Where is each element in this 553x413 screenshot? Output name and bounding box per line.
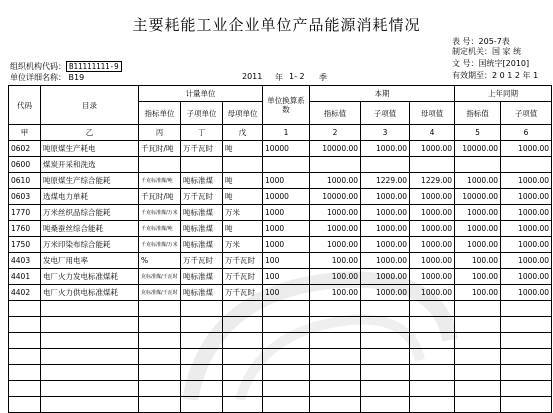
org-code-field[interactable]: B11111111-9 — [66, 61, 122, 72]
row-code-cell[interactable]: 1750 — [9, 237, 41, 253]
empty-table-row — [9, 397, 552, 413]
row-code-cell[interactable]: 4401 — [9, 269, 41, 285]
empty-cell[interactable] — [361, 349, 410, 365]
row-prev-sub-cell[interactable]: 1000.00 — [501, 141, 552, 157]
empty-table-row — [9, 349, 552, 365]
row-parent-unit-cell: 万米 — [223, 205, 263, 221]
empty-cell[interactable] — [263, 381, 310, 397]
empty-cell[interactable] — [41, 365, 139, 381]
empty-cell[interactable] — [501, 397, 552, 413]
index-cell: 甲 — [9, 125, 41, 141]
empty-cell[interactable] — [263, 349, 310, 365]
empty-cell[interactable] — [310, 301, 361, 317]
row-sub-value-cell[interactable]: 1000.00 — [361, 221, 410, 237]
empty-cell[interactable] — [139, 333, 181, 349]
empty-cell[interactable] — [139, 381, 181, 397]
form-title: 主要耗能工业企业单位产品能源消耗情况 — [132, 16, 421, 34]
row-item-cell: 吨原煤生产耗电 — [41, 141, 139, 157]
empty-table-row — [9, 317, 552, 333]
row-indicator-unit-cell: 千瓦时/吨 — [139, 141, 181, 157]
row-indicator-value-cell[interactable]: 1000.00 — [310, 237, 361, 253]
empty-cell[interactable] — [455, 349, 501, 365]
row-item-cell: 煤炭开采和洗选 — [41, 157, 139, 173]
row-indicator-value-cell[interactable]: 1000.00 — [310, 205, 361, 221]
empty-cell[interactable] — [310, 381, 361, 397]
row-code-cell[interactable]: 4403 — [9, 253, 41, 269]
row-parent-unit-cell: 万千瓦时 — [223, 285, 263, 301]
table-row — [9, 269, 552, 285]
empty-cell[interactable] — [455, 381, 501, 397]
empty-cell[interactable] — [9, 301, 41, 317]
col-header-indicator-unit: 指标单位 — [139, 102, 181, 125]
empty-cell[interactable] — [501, 349, 552, 365]
empty-cell[interactable] — [9, 381, 41, 397]
row-indicator-unit-cell: 千克标准煤/万米 — [139, 237, 181, 253]
row-indicator-value-cell[interactable]: 100.00 — [310, 253, 361, 269]
row-conversion-cell[interactable]: 100 — [263, 253, 310, 269]
row-prev-indicator-cell[interactable]: 1000.00 — [455, 237, 501, 253]
empty-cell[interactable] — [410, 381, 455, 397]
empty-table-row — [9, 301, 552, 317]
empty-cell[interactable] — [361, 317, 410, 333]
empty-cell[interactable] — [410, 397, 455, 413]
empty-cell[interactable] — [9, 317, 41, 333]
row-prev-indicator-cell[interactable]: 1000.00 — [455, 221, 501, 237]
row-indicator-value-cell[interactable]: 10000.00 — [310, 189, 361, 205]
row-prev-indicator-cell[interactable]: 100.00 — [455, 285, 501, 301]
empty-cell[interactable] — [501, 333, 552, 349]
empty-cell[interactable] — [139, 397, 181, 413]
row-prev-indicator-cell[interactable] — [455, 157, 501, 173]
row-sub-unit-cell — [181, 157, 223, 173]
row-parent-unit-cell: 万千瓦时 — [223, 269, 263, 285]
empty-cell[interactable] — [139, 365, 181, 381]
empty-cell[interactable] — [455, 317, 501, 333]
row-sub-value-cell[interactable]: 1000.00 — [361, 285, 410, 301]
row-indicator-unit-cell: 千瓦时/吨 — [139, 189, 181, 205]
index-cell: 戊 — [223, 125, 263, 141]
table-row — [9, 173, 552, 189]
table-row — [9, 221, 552, 237]
form-number: 表 号：205-7表 — [452, 37, 510, 46]
row-conversion-cell[interactable]: 1000 — [263, 205, 310, 221]
row-parent-value-cell[interactable]: 1000.00 — [410, 285, 455, 301]
empty-cell[interactable] — [361, 397, 410, 413]
empty-cell[interactable] — [310, 397, 361, 413]
row-parent-value-cell[interactable]: 1000.00 — [410, 269, 455, 285]
index-cell: 1 — [263, 125, 310, 141]
table-body — [9, 141, 552, 413]
row-parent-unit-cell: 吨 — [223, 221, 263, 237]
row-prev-indicator-cell[interactable]: 100.00 — [455, 253, 501, 269]
report-year: 2011 — [242, 72, 263, 81]
row-prev-sub-cell[interactable]: 1000.00 — [501, 221, 552, 237]
empty-table-row — [9, 365, 552, 381]
row-parent-value-cell[interactable]: 1000.00 — [410, 253, 455, 269]
empty-cell[interactable] — [361, 333, 410, 349]
row-prev-indicator-cell[interactable]: 1000.00 — [455, 173, 501, 189]
row-sub-value-cell[interactable]: 1000.00 — [361, 205, 410, 221]
empty-cell[interactable] — [223, 301, 263, 317]
empty-cell[interactable] — [263, 333, 310, 349]
empty-cell[interactable] — [181, 381, 223, 397]
row-indicator-value-cell[interactable]: 1000.00 — [310, 173, 361, 189]
col-header-indicator-value: 指标值 — [310, 102, 361, 125]
row-indicator-value-cell[interactable] — [310, 157, 361, 173]
empty-cell[interactable] — [181, 333, 223, 349]
org-code-label: 组织机构代码： — [10, 62, 66, 71]
row-parent-unit-cell: 吨 — [223, 173, 263, 189]
table-row — [9, 205, 552, 221]
row-prev-sub-cell[interactable]: 1000.00 — [501, 173, 552, 189]
row-parent-value-cell[interactable]: 1000.00 — [410, 237, 455, 253]
report-period: 1- 2 — [289, 72, 305, 81]
empty-cell[interactable] — [310, 333, 361, 349]
row-code-cell[interactable]: 1760 — [9, 221, 41, 237]
row-sub-unit-cell: 万千瓦时 — [181, 253, 223, 269]
row-item-cell: 发电厂用电率 — [41, 253, 139, 269]
row-code-cell[interactable]: 1770 — [9, 205, 41, 221]
empty-table-row — [9, 381, 552, 397]
empty-cell[interactable] — [41, 381, 139, 397]
row-sub-value-cell[interactable]: 1000.00 — [361, 269, 410, 285]
row-sub-unit-cell: 吨标准煤 — [181, 173, 223, 189]
row-indicator-unit-cell: 克标准煤/千瓦时 — [139, 269, 181, 285]
empty-cell[interactable] — [41, 333, 139, 349]
empty-cell[interactable] — [310, 365, 361, 381]
col-header-parent-value: 母项值 — [410, 102, 455, 125]
row-parent-unit-cell: 万米 — [223, 237, 263, 253]
row-indicator-value-cell[interactable]: 1000.00 — [310, 221, 361, 237]
empty-cell[interactable] — [310, 317, 361, 333]
row-indicator-unit-cell: 千克标准煤/万米 — [139, 205, 181, 221]
energy-consumption-table — [8, 85, 552, 413]
row-prev-sub-cell[interactable]: 1000.00 — [501, 253, 552, 269]
row-code-cell[interactable]: 0602 — [9, 141, 41, 157]
empty-cell[interactable] — [263, 317, 310, 333]
col-header-current: 本期 — [310, 86, 455, 102]
empty-cell[interactable] — [223, 381, 263, 397]
empty-cell[interactable] — [181, 397, 223, 413]
row-prev-sub-cell[interactable]: 1000.00 — [501, 285, 552, 301]
empty-cell[interactable] — [361, 381, 410, 397]
empty-cell[interactable] — [410, 317, 455, 333]
empty-cell[interactable] — [41, 301, 139, 317]
col-header-measure-unit: 计量单位 — [139, 86, 263, 102]
row-item-cell: 电厂火力供电标准煤耗 — [41, 285, 139, 301]
unit-name-label: 单位详细名称： — [10, 73, 66, 82]
empty-cell[interactable] — [263, 365, 310, 381]
empty-cell[interactable] — [181, 317, 223, 333]
row-code-cell[interactable]: 4402 — [9, 285, 41, 301]
empty-cell[interactable] — [181, 349, 223, 365]
empty-cell[interactable] — [181, 301, 223, 317]
row-indicator-value-cell[interactable]: 10000.00 — [310, 141, 361, 157]
row-sub-unit-cell: 吨标准煤 — [181, 221, 223, 237]
empty-cell[interactable] — [263, 301, 310, 317]
row-sub-unit-cell: 吨标准煤 — [181, 237, 223, 253]
empty-cell[interactable] — [223, 397, 263, 413]
org-code-row — [10, 61, 122, 72]
row-sub-value-cell[interactable]: 1000.00 — [361, 141, 410, 157]
row-sub-value-cell[interactable]: 1229.00 — [361, 173, 410, 189]
empty-cell[interactable] — [410, 365, 455, 381]
index-cell: 丙 — [139, 125, 181, 141]
col-header-sub-value: 子项值 — [361, 102, 410, 125]
row-sub-value-cell[interactable] — [361, 157, 410, 173]
row-indicator-value-cell[interactable]: 100.00 — [310, 285, 361, 301]
report-year-label: 年 — [275, 73, 283, 82]
empty-cell[interactable] — [455, 397, 501, 413]
empty-cell[interactable] — [501, 365, 552, 381]
index-cell: 2 — [310, 125, 361, 141]
empty-cell[interactable] — [361, 365, 410, 381]
table-row — [9, 141, 552, 157]
empty-cell[interactable] — [139, 349, 181, 365]
row-sub-unit-cell: 万千瓦时 — [181, 189, 223, 205]
row-indicator-unit-cell: 克标准煤/千瓦时 — [139, 285, 181, 301]
empty-cell[interactable] — [455, 301, 501, 317]
report-season-label: 季 — [319, 73, 327, 82]
empty-cell[interactable] — [223, 349, 263, 365]
row-indicator-unit-cell: 千克标准煤/吨 — [139, 173, 181, 189]
row-parent-unit-cell: 万千瓦时 — [223, 253, 263, 269]
row-sub-unit-cell: 吨标准煤 — [181, 205, 223, 221]
col-header-sub-unit: 子项单位 — [181, 102, 223, 125]
unit-name-row — [10, 72, 84, 83]
row-conversion-cell[interactable]: 1000 — [263, 237, 310, 253]
empty-cell[interactable] — [41, 317, 139, 333]
col-header-prev-indicator: 指标值 — [455, 102, 501, 125]
row-parent-value-cell[interactable] — [410, 157, 455, 173]
row-indicator-unit-cell — [139, 157, 181, 173]
empty-cell[interactable] — [263, 397, 310, 413]
empty-cell[interactable] — [41, 349, 139, 365]
row-sub-value-cell[interactable]: 1000.00 — [361, 253, 410, 269]
row-prev-indicator-cell[interactable]: 10000.00 — [455, 189, 501, 205]
empty-cell[interactable] — [501, 381, 552, 397]
row-prev-sub-cell[interactable]: 1000.00 — [501, 269, 552, 285]
row-sub-value-cell[interactable]: 1000.00 — [361, 189, 410, 205]
row-prev-sub-cell[interactable] — [501, 157, 552, 173]
row-code-cell[interactable]: 0603 — [9, 189, 41, 205]
row-code-cell[interactable]: 0610 — [9, 173, 41, 189]
unit-name-value: B19 — [68, 73, 85, 82]
col-header-code: 代码 — [9, 86, 41, 125]
index-cell: 乙 — [41, 125, 139, 141]
col-header-prev-year: 上年同期 — [455, 86, 552, 102]
index-row — [9, 125, 552, 141]
empty-cell[interactable] — [455, 333, 501, 349]
empty-table-row — [9, 333, 552, 349]
empty-cell[interactable] — [181, 365, 223, 381]
empty-cell[interactable] — [410, 333, 455, 349]
row-parent-unit-cell: 吨 — [223, 141, 263, 157]
empty-cell[interactable] — [139, 317, 181, 333]
row-indicator-unit-cell: % — [139, 253, 181, 269]
row-sub-unit-cell: 万千瓦时 — [181, 141, 223, 157]
row-sub-unit-cell: 吨标准煤 — [181, 269, 223, 285]
row-conversion-cell[interactable] — [263, 157, 310, 173]
row-conversion-cell[interactable]: 1000 — [263, 221, 310, 237]
empty-cell[interactable] — [9, 365, 41, 381]
row-parent-value-cell[interactable]: 1229.00 — [410, 173, 455, 189]
row-item-cell: 万米丝织品综合能耗 — [41, 205, 139, 221]
row-parent-unit-cell: 吨 — [223, 189, 263, 205]
table-row — [9, 253, 552, 269]
table-row — [9, 157, 552, 173]
empty-cell[interactable] — [455, 365, 501, 381]
row-conversion-cell[interactable]: 10000 — [263, 141, 310, 157]
row-item-cell: 万米印染布综合能耗 — [41, 237, 139, 253]
table-row — [9, 285, 552, 301]
form-doc-number: 文 号：国统字[2010] — [452, 59, 530, 68]
row-conversion-cell[interactable]: 100 — [263, 285, 310, 301]
row-parent-unit-cell — [223, 157, 263, 173]
row-prev-indicator-cell[interactable]: 10000.00 — [455, 141, 501, 157]
row-conversion-cell[interactable]: 100 — [263, 269, 310, 285]
table-row — [9, 189, 552, 205]
row-parent-value-cell[interactable]: 1000.00 — [410, 205, 455, 221]
row-sub-value-cell[interactable]: 1000.00 — [361, 237, 410, 253]
index-cell: 丁 — [181, 125, 223, 141]
row-prev-indicator-cell[interactable]: 1000.00 — [455, 205, 501, 221]
empty-cell[interactable] — [501, 317, 552, 333]
empty-cell[interactable] — [9, 397, 41, 413]
row-conversion-cell[interactable]: 10000 — [263, 189, 310, 205]
form-valid-until: 有效期至：2 0 1 2 年 1 — [452, 71, 539, 80]
row-item-cell: 电厂火力发电标准煤耗 — [41, 269, 139, 285]
empty-cell[interactable] — [223, 317, 263, 333]
row-item-cell: 吨桑蚕丝综合能耗 — [41, 221, 139, 237]
row-conversion-cell[interactable]: 1000 — [263, 173, 310, 189]
row-code-cell[interactable]: 0600 — [9, 157, 41, 173]
row-prev-indicator-cell[interactable]: 100.00 — [455, 269, 501, 285]
col-header-conversion: 单位换算系数 — [263, 86, 310, 125]
table-row — [9, 237, 552, 253]
empty-cell[interactable] — [361, 301, 410, 317]
empty-cell[interactable] — [9, 349, 41, 365]
row-parent-value-cell[interactable]: 1000.00 — [410, 189, 455, 205]
col-header-parent-unit: 母项单位 — [223, 102, 263, 125]
empty-cell[interactable] — [41, 397, 139, 413]
row-item-cell: 选煤电力单耗 — [41, 189, 139, 205]
row-parent-value-cell[interactable]: 1000.00 — [410, 141, 455, 157]
row-item-cell: 吨原煤生产综合能耗 — [41, 173, 139, 189]
form-authority: 制定机关：国 家 统 — [452, 47, 522, 56]
row-parent-value-cell[interactable]: 1000.00 — [410, 221, 455, 237]
row-indicator-unit-cell: 千克标准煤/吨 — [139, 221, 181, 237]
index-cell: 4 — [410, 125, 455, 141]
row-prev-sub-cell[interactable]: 1000.00 — [501, 237, 552, 253]
empty-cell[interactable] — [310, 349, 361, 365]
empty-cell[interactable] — [139, 301, 181, 317]
index-cell: 5 — [455, 125, 501, 141]
row-sub-unit-cell: 吨标准煤 — [181, 285, 223, 301]
row-prev-sub-cell[interactable]: 1000.00 — [501, 189, 552, 205]
empty-cell[interactable] — [223, 333, 263, 349]
index-cell: 3 — [361, 125, 410, 141]
empty-cell[interactable] — [9, 333, 41, 349]
col-header-item: 目录 — [41, 86, 139, 125]
empty-cell[interactable] — [410, 349, 455, 365]
index-cell: 6 — [501, 125, 552, 141]
empty-cell[interactable] — [501, 301, 552, 317]
col-header-prev-sub: 子项值 — [501, 102, 552, 125]
empty-cell[interactable] — [410, 301, 455, 317]
row-indicator-value-cell[interactable]: 100.00 — [310, 269, 361, 285]
row-prev-sub-cell[interactable]: 1000.00 — [501, 205, 552, 221]
empty-cell[interactable] — [223, 365, 263, 381]
